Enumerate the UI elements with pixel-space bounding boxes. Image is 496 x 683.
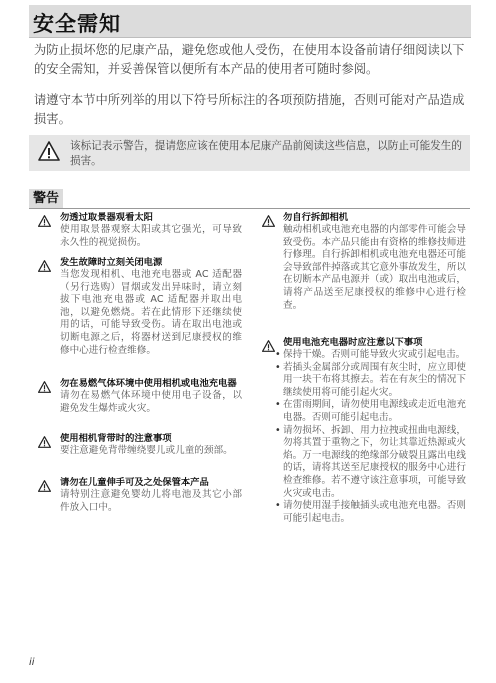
list-item: • 保持干燥。否则可能导致火灾或引起电击。 [275, 349, 466, 362]
warning-body: 使用取景器观察太阳或其它强光，可导致永久性的视觉损伤。 [60, 224, 242, 248]
warning-item-children [60, 476, 242, 514]
warning-icon-sun [38, 212, 51, 231]
warning-icon-disassemble [262, 212, 275, 231]
warning-body: 请特别注意避免婴幼儿将电池及其它小部件放入口中。 [60, 489, 242, 513]
warning-heading: 勿透过取景器观看太阳 [60, 212, 153, 223]
notice-box [29, 135, 470, 171]
page-header [29, 5, 471, 38]
warning-item-disassemble [283, 211, 466, 312]
warning-item-flammable [60, 377, 242, 415]
warning-item-sun [60, 211, 242, 249]
warning-body: 触动相机或电池充电器的内部零件可能会导致受伤。本产品只能由有资格的维修技师进行修理。自行拆卸相机或电池充电器还可能会导致部件掉落或其它意外事故发生，所以在切断本产品电源并（或）取出电池或后，请将产品送至尼康授权的维修中心进行检查。 [283, 224, 466, 311]
warning-heading: 使用电池充电器时应注意以下事项 [283, 337, 423, 348]
page-number: ii [29, 657, 35, 668]
charger-bullet-list [275, 349, 466, 525]
warning-body: 要注意避免背带缠绕婴儿或儿童的颈部。 [60, 445, 233, 456]
warning-heading: 使用相机背带时的注意事项 [60, 433, 172, 444]
intro-paragraph-2: 请遵守本节中所列举的用以下符号所标注的各项预防措施，否则可能对产品造成损害。 [34, 93, 465, 126]
warning-body: 当您发现相机、电池充电器或 AC 适配器（另行选购）冒烟或发出异味时，请立刻拔下电池充电器或 AC 适配器并取出电池，以避免燃烧。若在此情形下还继续使用的话，可能导致受伤。请在取出电池或切断电源之后，将器材送到尼康授权的维修中心进行检查维修。 [60, 269, 242, 356]
list-item: • 请勿损坏、拆卸、用力拉拽或扭曲电源线，勿将其置于重物之下，勿让其靠近热源或火焰。万一电源线的绝缘部分破裂且露出电线的话，请将其送至尼康授权的服务中心进行检查维修。若不遵守该注意事项，可能导致火灾或电击。 [275, 425, 466, 501]
notice-text: 该标记表示警告，提请您应该在使用本尼康产品前阅读这些信息，以防止可能发生的损害。 [70, 140, 462, 167]
warning-icon-flammable [38, 378, 51, 397]
intro-paragraph-1: 为防止损坏您的尼康产品，避免您或他人受伤，在使用本设备前请仔细阅读以下的安全需知，并妥善保管以便所有本产品的使用者可随时参阅。 [34, 43, 465, 76]
warning-body: 请勿在易燃气体环境中使用电子设备，以避免发生爆炸或火灾。 [60, 390, 242, 414]
warning-item-strap [60, 432, 242, 458]
list-item: • 请勿使用湿手接触插头或电池充电器。否则可能引起电击。 [275, 500, 466, 525]
page-title: 安全需知 [33, 12, 121, 36]
warning-triangle-icon [38, 141, 60, 161]
list-item: • 若插头金属部分或周围有灰尘时，应立即使用一块干布将其擦去。若在有灰尘的情况下继续使用将可能引起火灾。 [275, 362, 466, 400]
warning-icon-charger [262, 337, 275, 356]
list-item: • 在雷雨期间，请勿使用电源线或走近电池充电器。否则可能引起电击。 [275, 399, 466, 424]
warning-heading: 请勿在儿童伸手可及之处保管本产品 [60, 477, 209, 488]
warning-item-malfunction [60, 256, 242, 357]
warning-icon-children [38, 477, 51, 496]
warning-icon-malfunction [38, 257, 51, 276]
warning-icon-strap [38, 433, 51, 452]
warnings-header [29, 191, 470, 209]
warning-heading: 勿自行拆卸相机 [283, 212, 349, 223]
warning-heading: 发生故障时立刻关闭电源 [60, 257, 163, 268]
warning-item-charger [275, 336, 466, 525]
warnings-title: 警告 [29, 189, 63, 208]
warning-heading: 勿在易燃气体环境中使用相机或电池充电器 [60, 378, 237, 389]
